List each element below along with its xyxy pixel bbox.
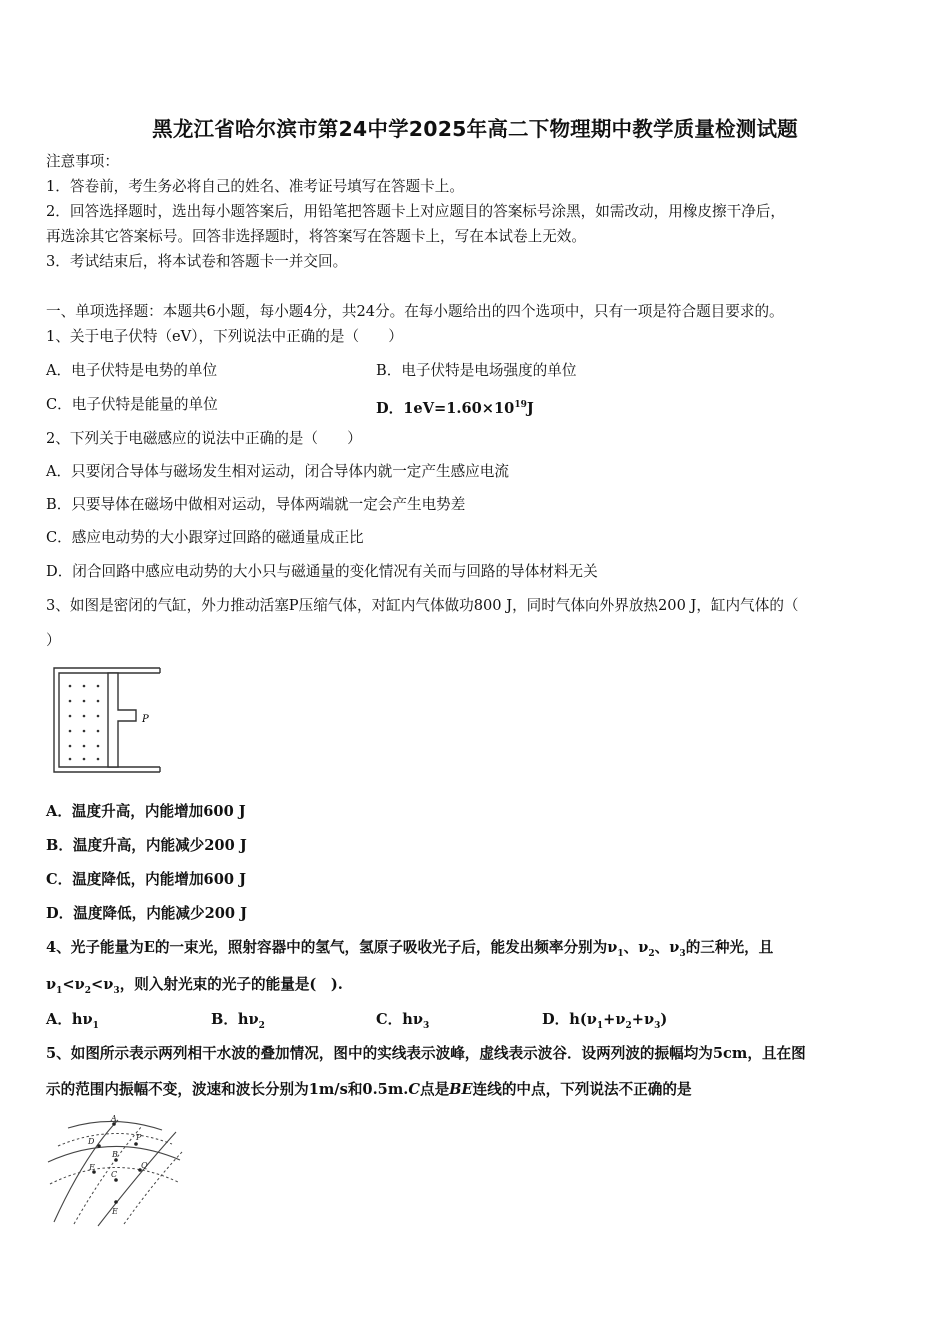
q5-stem-text-end: 连线的中点，下列说法不正确的是: [472, 1081, 692, 1098]
q4-option-d: [542, 1010, 667, 1036]
notice-item-3: 3．考试结束后，将本试卷和答题卡一并交回。: [46, 253, 348, 270]
nu-symbol: ν: [669, 939, 680, 956]
plus-nu: +ν: [631, 1011, 655, 1028]
nu-subscript: 2: [258, 1020, 265, 1031]
q1-option-a: A．电子伏特是电势的单位: [46, 362, 218, 379]
separator: 、: [623, 939, 639, 956]
close-paren: ): [660, 1011, 668, 1028]
q3-stem-cont: ）: [46, 632, 61, 649]
q4-stem-text: 4、光子能量为E的一束光，照射容器中的氢气，氢原子吸收光子后，能发出频率分别为: [46, 939, 608, 956]
point-d: [97, 1144, 101, 1148]
q4-stem-cont: [46, 975, 343, 1001]
q4-option-c-text: C．hν: [376, 1011, 423, 1028]
q2-option-b: B．只要导体在磁场中做相对运动，导体两端就一定会产生电势差: [46, 496, 466, 513]
less-than: <: [62, 976, 75, 993]
label-q: Q: [141, 1161, 148, 1170]
q4-option-a: [46, 1010, 99, 1036]
wave-interference-figure: [44, 1112, 186, 1228]
q2-option-c: C．感应电动势的大小跟穿过回路的磁通量成正比: [46, 529, 364, 546]
q3-option-d: D．温度降低，内能减少200 J: [46, 905, 248, 922]
nu-symbol: ν: [607, 939, 618, 956]
label-f: F: [89, 1163, 95, 1172]
q2-option-d: D．闭合回路中感应电动势的大小只与磁通量的变化情况有关而与回路的导体材料无关: [46, 563, 598, 580]
q1-option-d-exponent: 19: [514, 400, 527, 410]
nu-subscript: 3: [113, 985, 120, 996]
label-b: B: [112, 1150, 118, 1159]
nu-subscript: 1: [596, 1020, 604, 1031]
point-c-label: C: [408, 1081, 420, 1098]
q3-option-b: B．温度升高，内能减少200 J: [46, 837, 247, 854]
crest-arc: [54, 1120, 118, 1222]
notice-item-1: 1．答卷前，考生务必将自己的姓名、准考证号填写在答题卡上。: [46, 178, 464, 195]
q5-stem-cont: [46, 1080, 692, 1100]
q4-option-b: [211, 1010, 265, 1036]
label-a: A: [111, 1114, 117, 1123]
wave-points: [92, 1122, 142, 1204]
q1-option-d: [376, 395, 534, 419]
q4-stem-text-end: ，则入射光束的光子的能量是( ).: [119, 976, 343, 993]
nu-subscript: 1: [56, 985, 63, 996]
q4-stem-text-end: 的三种光，且: [685, 939, 774, 956]
notice-item-2: 2．回答选择题时，选出每小题答案后，用铅笔把答题卡上对应题目的答案标号涂黑，如需改动，用橡皮擦干净后，: [46, 203, 785, 220]
q1-option-d-unit: J: [526, 399, 534, 417]
notice-item-2-cont: 再选涂其它答案标号。回答非选择题时，将答案写在答题卡上，写在本试卷上无效。: [46, 228, 586, 245]
q1-option-d-text: D．1eV=1.60×10: [376, 399, 515, 417]
page-title: 黑龙江省哈尔滨市第24中学2025年高二下物理期中教学质量检测试题: [152, 117, 798, 141]
nu-subscript: 3: [654, 1020, 661, 1031]
separator: 、: [654, 939, 670, 956]
gas-molecules: [69, 685, 100, 761]
q3-stem: 3、如图是密闭的气缸，外力推动活塞P压缩气体，对缸内气体做功800 J，同时气体向外界放热200 J，缸内气体的（: [46, 597, 799, 614]
q5-stem: 5、如图所示表示两列相干水波的叠加情况，图中的实线表示波峰，虚线表示波谷．设两列波的振幅均为5cm，且在图: [46, 1045, 806, 1062]
point-p: [134, 1142, 138, 1146]
q4-option-a-text: A．hν: [46, 1011, 93, 1028]
q3-option-c: C．温度降低，内能增加600 J: [46, 871, 247, 888]
q5-stem-text-mid: 点是: [419, 1081, 450, 1098]
q2-stem: 2、下列关于电磁感应的说法中正确的是（ ）: [46, 430, 362, 447]
line-be-label: BE: [449, 1081, 473, 1098]
piston-label: P: [142, 714, 149, 725]
q4-stem: [46, 938, 773, 964]
q4-option-c: [376, 1010, 429, 1036]
nu-subscript: 2: [648, 948, 655, 959]
label-p: P: [136, 1133, 142, 1142]
q2-option-a: A．只要闭合导体与磁场发生相对运动，闭合导体内就一定产生感应电流: [46, 463, 509, 480]
nu-symbol: ν: [638, 939, 649, 956]
label-d: D: [88, 1137, 95, 1146]
label-e: E: [112, 1207, 118, 1216]
notice-heading: 注意事项：: [46, 153, 119, 170]
trough-arc: [58, 1133, 172, 1146]
q1-option-b: B．电子伏特是电场强度的单位: [376, 362, 577, 379]
label-c: C: [111, 1170, 118, 1179]
q4-option-b-text: B．hν: [211, 1011, 259, 1028]
nu-subscript: 3: [679, 948, 686, 959]
nu-subscript: 1: [617, 948, 624, 959]
q1-option-c: C．电子伏特是能量的单位: [46, 396, 218, 413]
q3-option-a: A．温度升高，内能增加600 J: [46, 803, 246, 820]
nu-subscript: 2: [84, 985, 92, 996]
nu-subscript: 2: [625, 1020, 632, 1031]
q4-option-d-text: D．h(ν: [542, 1011, 597, 1028]
trough-arc: [124, 1152, 182, 1224]
nu-subscript: 3: [422, 1020, 430, 1031]
trough-arc: [74, 1126, 142, 1224]
cylinder-figure: [50, 664, 170, 778]
plus-nu: +ν: [603, 1011, 626, 1028]
section-heading: 一、单项选择题：本题共6小题，每小题4分，共24分。在每小题给出的四个选项中，只有一项是符合题目要求的。: [46, 303, 784, 320]
nu-symbol: ν: [74, 976, 85, 993]
q1-stem: 1、关于电子伏特（eV），下列说法中正确的是（ ）: [46, 328, 403, 345]
point-e: [114, 1200, 118, 1204]
nu-symbol: ν: [103, 976, 114, 993]
less-than: <: [91, 976, 104, 993]
nu-subscript: 1: [92, 1020, 99, 1031]
q5-stem-text: 示的范围内振幅不变，波速和波长分别为1m/s和0.5m.: [46, 1081, 409, 1098]
nu-symbol: ν: [46, 976, 57, 993]
piston: [108, 673, 136, 767]
